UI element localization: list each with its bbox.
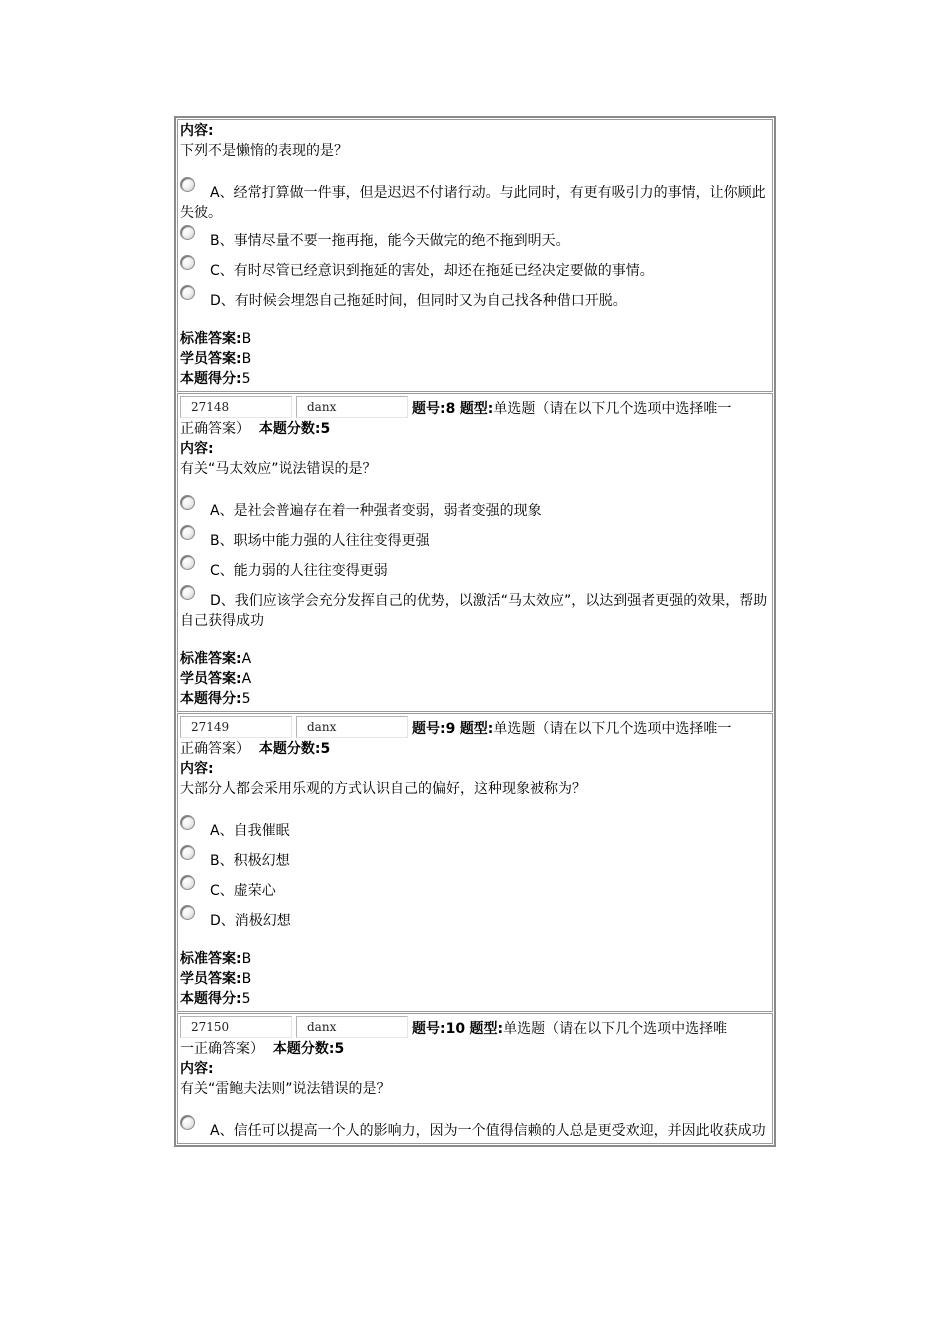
question-block (177, 713, 773, 1012)
options-list (180, 501, 772, 631)
question-score: 本题得分:5 (180, 371, 251, 387)
question-stem: 有关“马太效应”说法错误的是？ (180, 461, 377, 477)
question-meta-cont: 正确答案） 本题分数:5 (180, 421, 331, 437)
question-header (180, 395, 772, 419)
option-b[interactable] (180, 231, 772, 251)
standard-answer: 标准答案:B (180, 331, 252, 347)
option-d[interactable] (180, 591, 772, 631)
question-type-field[interactable]: danx (296, 1016, 408, 1038)
option-text: B、积极幻想 (210, 853, 290, 869)
radio-button[interactable] (180, 1115, 195, 1130)
option-text: A、信任可以提高一个人的影响力，因为一个值得信赖的人总是更受欢迎，并因此收获成功 (210, 1123, 766, 1139)
option-text: D、我们应该学会充分发挥自己的优势，以激活“马太效应”，以达到强者更强的效果，帮助自己获得成功 (180, 593, 768, 629)
radio-button[interactable] (180, 905, 195, 920)
question-header (180, 1015, 772, 1039)
student-answer: 学员答案:A (180, 671, 252, 687)
option-a[interactable] (180, 821, 772, 841)
question-id-field[interactable]: 27148 (180, 396, 292, 418)
option-c[interactable] (180, 561, 772, 581)
radio-button[interactable] (180, 555, 195, 570)
option-text: B、事情尽量不要一拖再拖，能今天做完的绝不拖到明天。 (210, 233, 570, 249)
option-a[interactable] (180, 183, 772, 223)
option-text: C、有时尽管已经意识到拖延的害处，却还在拖延已经决定要做的事情。 (210, 263, 654, 279)
question-meta-cont: 正确答案） 本题分数:5 (180, 741, 331, 757)
question-block (177, 119, 773, 392)
question-meta: 题号:8 题型:单选题（请在以下几个选项中选择唯一 (412, 401, 732, 417)
radio-button[interactable] (180, 525, 195, 540)
option-text: D、有时候会埋怨自己拖延时间，但同时又为自己找各种借口开脱。 (210, 293, 627, 309)
question-stem: 大部分人都会采用乐观的方式认识自己的偏好，这种现象被称为？ (180, 781, 586, 797)
radio-button[interactable] (180, 177, 195, 192)
content-label: 内容: (180, 761, 214, 777)
options-list (180, 183, 772, 311)
option-b[interactable] (180, 531, 772, 551)
option-d[interactable] (180, 911, 772, 931)
radio-button[interactable] (180, 225, 195, 240)
standard-answer: 标准答案:B (180, 951, 252, 967)
question-stem: 有关“雷鲍夫法则”说法错误的是？ (180, 1081, 391, 1097)
student-answer: 学员答案:B (180, 351, 252, 367)
option-c[interactable] (180, 881, 772, 901)
standard-answer: 标准答案:A (180, 651, 252, 667)
radio-button[interactable] (180, 585, 195, 600)
content-label: 内容: (180, 123, 214, 139)
question-id-field[interactable]: 27150 (180, 1016, 292, 1038)
option-text: C、虚荣心 (210, 883, 276, 899)
content-label: 内容: (180, 1061, 214, 1077)
option-b[interactable] (180, 851, 772, 871)
option-text: A、自我催眠 (210, 823, 290, 839)
content-label: 内容: (180, 441, 214, 457)
option-text: A、是社会普遍存在着一种强者变弱，弱者变强的现象 (210, 503, 542, 519)
radio-button[interactable] (180, 875, 195, 890)
question-sheet (174, 116, 776, 1147)
radio-button[interactable] (180, 285, 195, 300)
options-list (180, 1121, 772, 1141)
question-stem: 下列不是懒惰的表现的是？ (180, 143, 348, 159)
option-text: C、能力弱的人往往变得更弱 (210, 563, 388, 579)
question-block (177, 393, 773, 712)
option-a[interactable] (180, 501, 772, 521)
question-id-field[interactable]: 27149 (180, 716, 292, 738)
radio-button[interactable] (180, 845, 195, 860)
radio-button[interactable] (180, 495, 195, 510)
question-type-field[interactable]: danx (296, 716, 408, 738)
question-score: 本题得分:5 (180, 691, 251, 707)
student-answer: 学员答案:B (180, 971, 252, 987)
question-score: 本题得分:5 (180, 991, 251, 1007)
option-c[interactable] (180, 261, 772, 281)
question-header (180, 715, 772, 739)
option-d[interactable] (180, 291, 772, 311)
options-list (180, 821, 772, 931)
option-text: A、经常打算做一件事，但是迟迟不付诸行动。与此同时，有更有吸引力的事情，让你顾此失彼。 (180, 185, 766, 221)
question-meta: 题号:9 题型:单选题（请在以下几个选项中选择唯一 (412, 721, 732, 737)
option-text: D、消极幻想 (210, 913, 291, 929)
radio-button[interactable] (180, 815, 195, 830)
question-meta: 题号:10 题型:单选题（请在以下几个选项中选择唯 (412, 1021, 728, 1037)
option-text: B、职场中能力强的人往往变得更强 (210, 533, 430, 549)
question-type-field[interactable]: danx (296, 396, 408, 418)
radio-button[interactable] (180, 255, 195, 270)
question-block (177, 1013, 773, 1144)
option-a[interactable] (180, 1121, 772, 1141)
question-meta-cont: 一正确答案） 本题分数:5 (180, 1041, 345, 1057)
